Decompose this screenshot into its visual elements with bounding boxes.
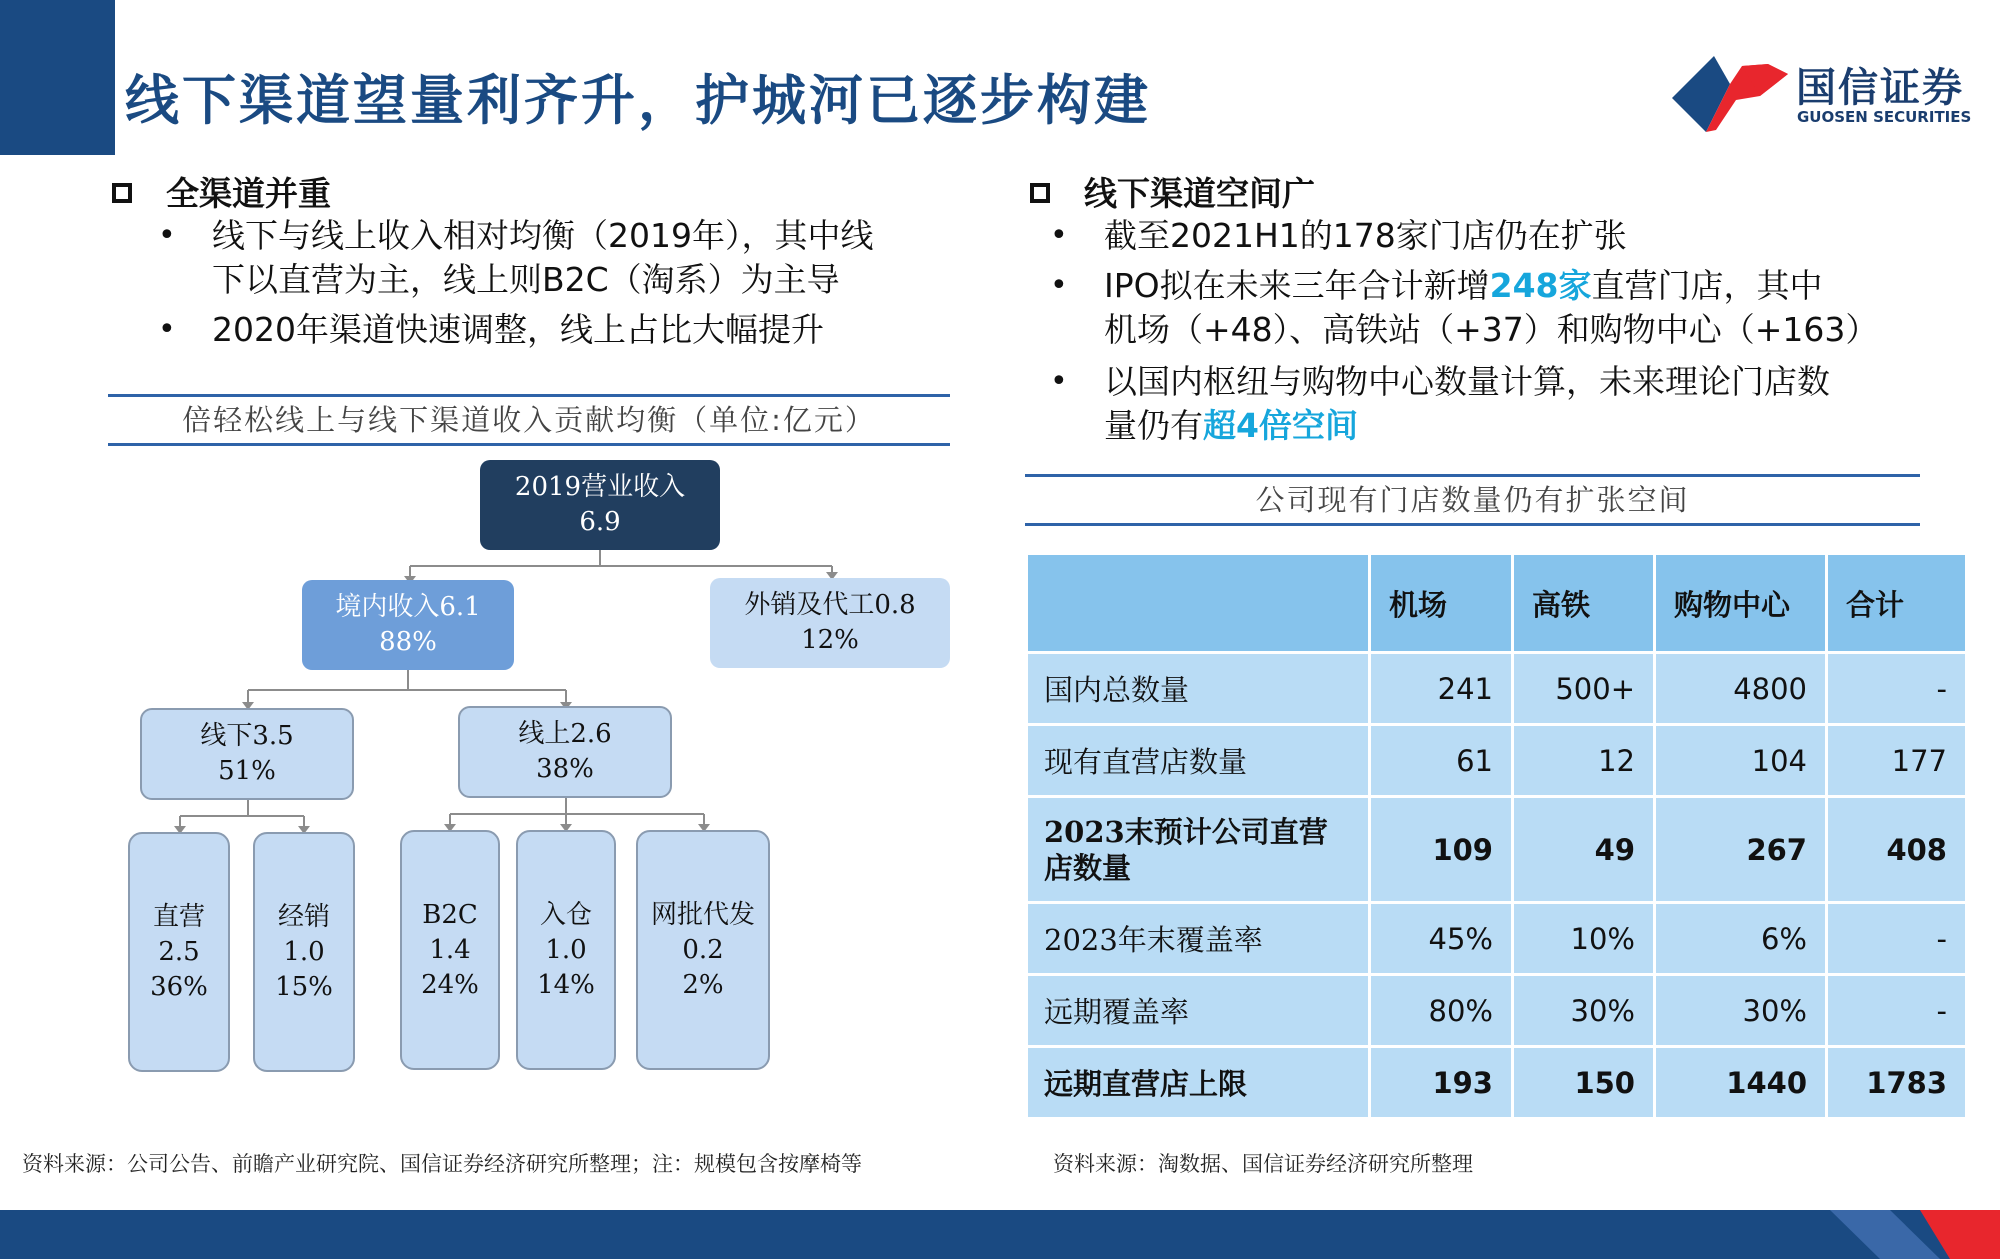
tree-leaf-b2c — [400, 830, 500, 1070]
left-bullet-1-line-1: 线下与线上收入相对均衡（2019年），其中线 — [212, 216, 874, 255]
tree-leaf-value: 1.0 — [545, 934, 587, 965]
table-row-label: 远期覆盖率 — [1027, 975, 1370, 1047]
tree-node-domestic — [302, 580, 514, 670]
tree-leaf-share: 2% — [682, 969, 724, 1000]
tree-leaf-label: 经销 — [277, 901, 330, 932]
table-cell: 1783 — [1827, 1047, 1967, 1119]
table-cell: 109 — [1370, 797, 1513, 903]
table-cell: 104 — [1655, 725, 1827, 797]
table-row — [1027, 903, 1967, 975]
table-cell: 193 — [1370, 1047, 1513, 1119]
table-cell: 80% — [1370, 975, 1513, 1047]
table-header-cell: 合计 — [1827, 554, 1967, 653]
right-section-heading-text: 线下渠道空间广 — [1084, 174, 1315, 213]
tree-node-offline — [140, 708, 354, 800]
tree-leaf-label: 入仓 — [539, 899, 592, 930]
tree-leaf-value: 1.4 — [429, 934, 471, 965]
table-cell: 49 — [1513, 797, 1655, 903]
tree-node-root-value: 6.9 — [579, 507, 621, 537]
footer-accent-icon — [1800, 1210, 2000, 1259]
table-row — [1027, 653, 1967, 725]
tree-leaf-value: 0.2 — [682, 934, 724, 965]
right-table-caption: 公司现有门店数量仍有扩张空间 — [1025, 474, 1920, 526]
tree-node-export-label: 外销及代工0.8 — [744, 590, 916, 620]
right-bullet-1 — [1050, 214, 1984, 258]
table-cell: 241 — [1370, 653, 1513, 725]
tree-node-domestic-label: 境内收入6.1 — [335, 592, 481, 622]
tree-node-export-share: 12% — [801, 625, 859, 655]
source-note-left: 资料来源：公司公告、前瞻产业研究院、国信证券经济研究所整理；注：规模包含按摩椅等 — [22, 1152, 862, 1176]
left-section-heading-text: 全渠道并重 — [166, 174, 331, 213]
table-header-row — [1027, 554, 1967, 653]
footer-bar — [0, 1210, 2000, 1259]
tree-node-domestic-share: 88% — [379, 627, 437, 657]
left-bullet-1-line-2: 下以直营为主，线上则B2C（淘系）为主导 — [212, 260, 840, 299]
left-chart-caption: 倍轻松线上与线下渠道收入贡献均衡（单位:亿元） — [108, 394, 950, 446]
tree-leaf-value: 1.0 — [283, 936, 325, 967]
table-header-cell: 购物中心 — [1655, 554, 1827, 653]
table-cell: - — [1827, 653, 1967, 725]
right-bullet-2 — [1050, 264, 1984, 352]
table-header-cell: 高铁 — [1513, 554, 1655, 653]
logo-text-cn: 国信证券 — [1796, 65, 1964, 111]
tree-leaf-label: B2C — [422, 899, 478, 930]
table-row-label: 2023年末覆盖率 — [1027, 903, 1370, 975]
bullet-dot-icon: • — [1050, 268, 1068, 303]
table-row-label: 远期直营店上限 — [1027, 1047, 1370, 1119]
table-cell: 408 — [1827, 797, 1967, 903]
table-cell: 4800 — [1655, 653, 1827, 725]
table-cell: 150 — [1513, 1047, 1655, 1119]
table-header-cell — [1027, 554, 1370, 653]
logo-text-en: GUOSEN SECURITIES — [1797, 108, 1972, 126]
table-cell: 267 — [1655, 797, 1827, 903]
table-row-label: 国内总数量 — [1027, 653, 1370, 725]
table-header-cell: 机场 — [1370, 554, 1513, 653]
tree-node-export — [710, 578, 950, 668]
table-row-label: 现有直营店数量 — [1027, 725, 1370, 797]
store-table-grid — [1025, 552, 1968, 1120]
tree-leaf-share: 14% — [537, 969, 595, 1000]
right-bullet-3-line-2 — [1104, 404, 1984, 448]
bullet-dot-icon: • — [158, 312, 176, 347]
bullet-dot-icon: • — [1050, 218, 1068, 253]
table-cell: - — [1827, 903, 1967, 975]
tree-node-online-label: 线上2.6 — [518, 719, 612, 749]
table-row — [1027, 975, 1967, 1047]
guosen-logo-icon — [1672, 50, 1792, 132]
left-bullet-2-line-1: 2020年渠道快速调整，线上占比大幅提升 — [212, 310, 824, 349]
tree-leaf-share: 15% — [275, 971, 333, 1002]
table-cell: 177 — [1827, 725, 1967, 797]
table-cell: 30% — [1655, 975, 1827, 1047]
right-bullet-3 — [1050, 360, 1984, 448]
right-bullet-2-pre: IPO拟在未来三年合计新增 — [1104, 266, 1490, 305]
tree-node-offline-share: 51% — [218, 756, 276, 786]
tree-node-root — [480, 460, 720, 550]
tree-leaf-label: 网批代发 — [650, 899, 755, 930]
right-bullet-2-line-2: 机场（+48）、高铁站（+37）和购物中心（+163） — [1104, 310, 1879, 349]
table-cell: 6% — [1655, 903, 1827, 975]
table-cell: 12 — [1513, 725, 1655, 797]
tree-node-offline-label: 线下3.5 — [200, 721, 294, 751]
tree-leaf-distributor — [253, 832, 355, 1072]
table-cell: 10% — [1513, 903, 1655, 975]
source-note-right: 资料来源：淘数据、国信证券经济研究所整理 — [1053, 1152, 1473, 1176]
store-count-table — [1025, 552, 1965, 1112]
tree-node-online — [458, 706, 672, 798]
tree-leaf-dropship — [636, 830, 770, 1070]
table-row — [1027, 725, 1967, 797]
table-cell: 1440 — [1655, 1047, 1827, 1119]
right-bullet-3-line-1: 以国内枢纽与购物中心数量计算，未来理论门店数 — [1104, 362, 1830, 401]
right-section-heading — [1030, 168, 1315, 215]
bullet-dot-icon: • — [1050, 364, 1068, 399]
tree-leaf-share: 24% — [421, 969, 479, 1000]
bullet-dot-icon: • — [158, 218, 176, 253]
tree-node-online-share: 38% — [536, 754, 594, 784]
tree-leaf-share: 36% — [150, 971, 208, 1002]
table-cell: 30% — [1513, 975, 1655, 1047]
right-bullet-2-post: 直营门店，其中 — [1591, 266, 1823, 305]
right-bullet-3-pre: 量仍有 — [1104, 406, 1203, 445]
table-row — [1027, 1047, 1967, 1119]
table-row — [1027, 797, 1967, 903]
table-cell: 61 — [1370, 725, 1513, 797]
square-bullet-icon — [1030, 183, 1050, 203]
tree-leaf-direct — [128, 832, 230, 1072]
table-cell: 45% — [1370, 903, 1513, 975]
table-cell: 500+ — [1513, 653, 1655, 725]
table-cell: - — [1827, 975, 1967, 1047]
tree-node-root-label: 2019营业收入 — [514, 472, 686, 502]
page-title: 线下渠道望量利齐升，护城河已逐步构建 — [125, 68, 1151, 132]
tree-leaf-value: 2.5 — [158, 936, 200, 967]
right-bullet-1-text: 截至2021H1的178家门店仍在扩张 — [1104, 216, 1627, 255]
table-row-label: 2023末预计公司直营店数量 — [1027, 797, 1370, 903]
right-bullet-2-line-1 — [1104, 264, 1984, 308]
tree-leaf-label: 直营 — [152, 901, 205, 932]
tree-leaf-warehouse — [516, 830, 616, 1070]
highlight-248-stores: 248家 — [1489, 266, 1592, 305]
highlight-4x-space: 超4倍空间 — [1203, 406, 1358, 445]
